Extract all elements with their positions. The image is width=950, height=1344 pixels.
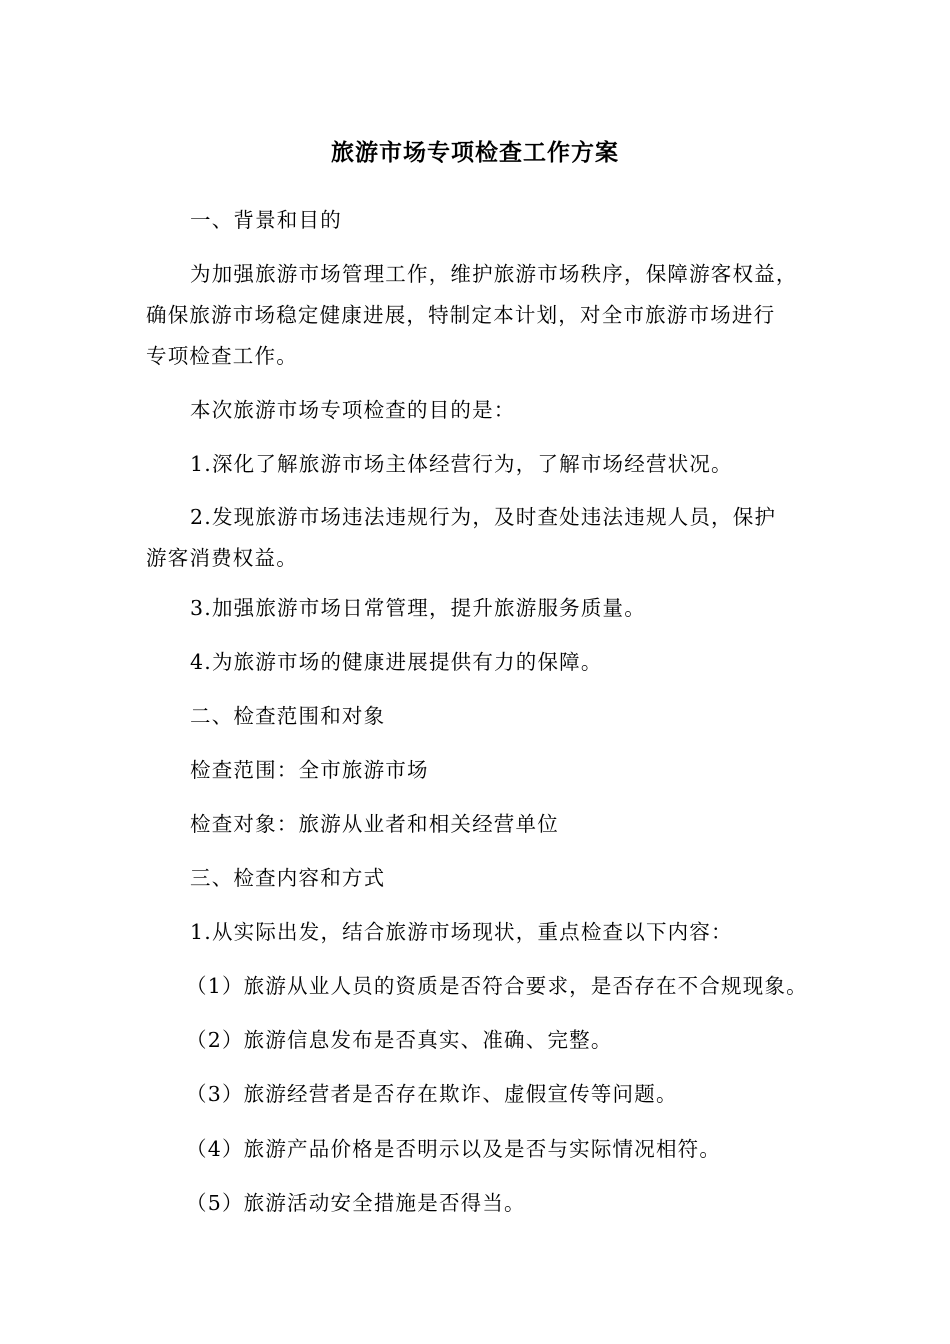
text-line: 4.为旅游市场的健康进展提供有力的保障。 — [190, 650, 603, 674]
text-line: 2.发现旅游市场违法违规行为，及时查处违法违规人员，保护 — [190, 505, 777, 529]
text-line: （2）旅游信息发布是否真实、准确、完整。 — [186, 1028, 613, 1052]
text-line: 1.从实际出发，结合旅游市场现状，重点检查以下内容： — [190, 920, 733, 944]
paragraph-purpose-intro — [146, 254, 806, 377]
check-item-2 — [146, 1020, 806, 1061]
text-line: 二、检查范围和对象 — [190, 704, 386, 728]
content-item-1 — [146, 912, 806, 953]
check-item-1 — [146, 966, 806, 1007]
text-line: 3.加强旅游市场日常管理，提升旅游服务质量。 — [190, 596, 646, 620]
goal-item-4 — [146, 642, 806, 683]
paragraph-scope — [146, 750, 806, 791]
goal-item-1 — [146, 444, 806, 485]
check-item-3 — [146, 1074, 806, 1115]
text-line: 三、检查内容和方式 — [190, 866, 386, 890]
check-item-4 — [146, 1129, 806, 1170]
goal-item-3 — [146, 588, 806, 629]
text-line: （1）旅游从业人员的资质是否符合要求，是否存在不合规现象。 — [186, 974, 808, 998]
text-line: 检查范围：全市旅游市场 — [190, 758, 429, 782]
paragraph-targets — [146, 804, 806, 845]
check-item-5 — [146, 1183, 806, 1224]
text-line: （5）旅游活动安全措施是否得当。 — [186, 1191, 526, 1215]
paragraph-goal-lead — [146, 390, 806, 431]
section-heading-background — [146, 200, 806, 241]
text-line: 游客消费权益。 — [146, 546, 298, 570]
goal-item-2 — [146, 497, 806, 579]
text-line: 1.深化了解旅游市场主体经营行为，了解市场经营状况。 — [190, 452, 733, 476]
text-line: 为加强旅游市场管理工作，维护旅游市场秩序，保障游客权益， — [190, 262, 798, 286]
text-line: 本次旅游市场专项检查的目的是： — [190, 398, 516, 422]
text-line: 检查对象：旅游从业者和相关经营单位 — [190, 812, 559, 836]
text-line: （4）旅游产品价格是否明示以及是否与实际情况相符。 — [186, 1137, 722, 1161]
document-title: 旅游市场专项检查工作方案 — [331, 140, 619, 166]
text-line: 专项检查工作。 — [146, 344, 298, 368]
text-line: 一、背景和目的 — [190, 208, 342, 232]
section-heading-content — [146, 858, 806, 899]
section-heading-scope — [146, 696, 806, 737]
text-line: （3）旅游经营者是否存在欺诈、虚假宣传等问题。 — [186, 1082, 678, 1106]
text-line: 确保旅游市场稳定健康进展，特制定本计划，对全市旅游市场进行 — [146, 303, 776, 327]
